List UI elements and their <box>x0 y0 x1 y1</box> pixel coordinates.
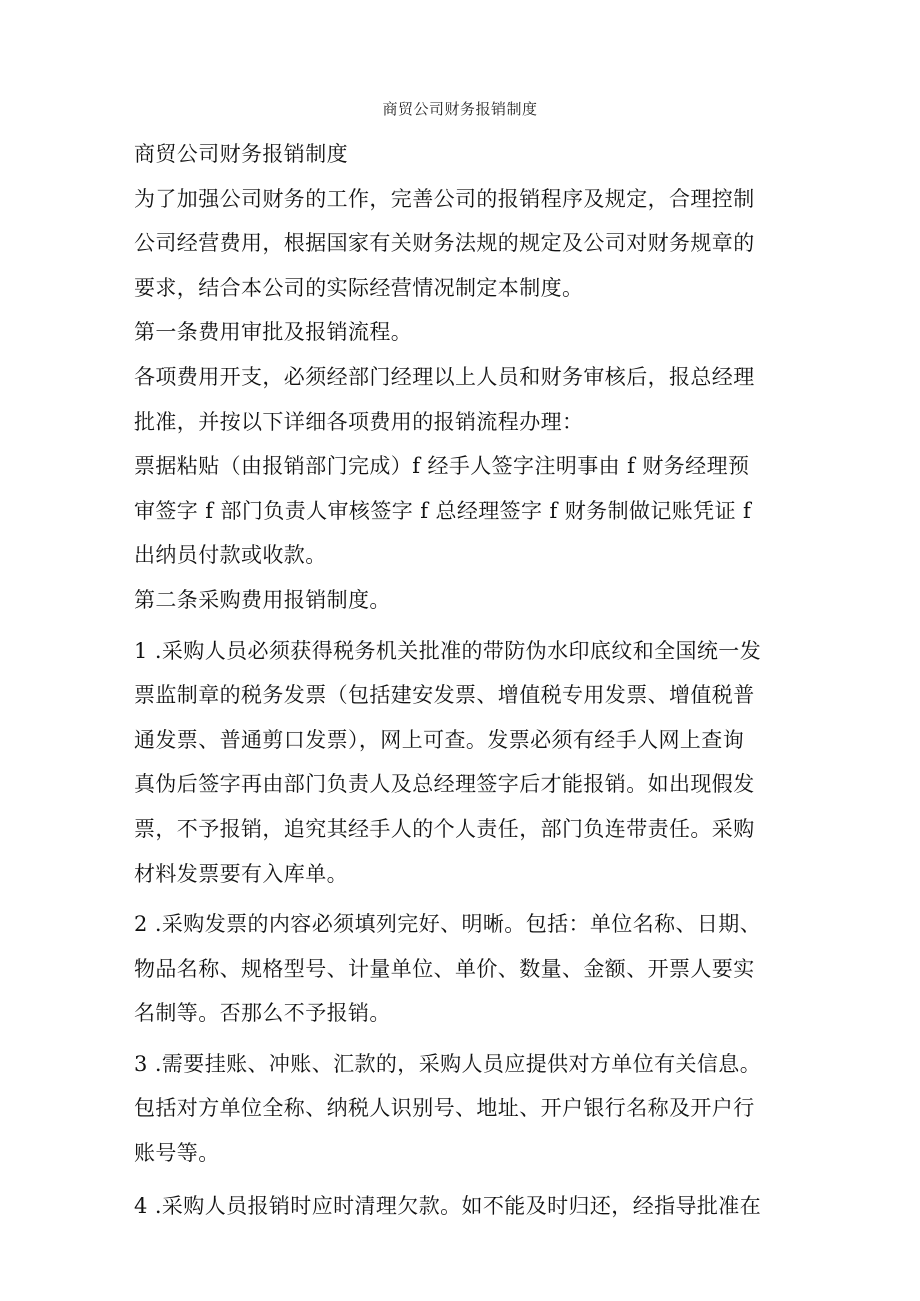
list-item-line: 物品名称、规格型号、计量单位、单价、数量、金额、开票人要实 <box>134 956 755 981</box>
list-item-line: 账号等。 <box>134 1141 220 1166</box>
list-item-line: 1 .采购人员必须获得税务机关批准的带防伪水印底纹和全国统一发 <box>134 638 762 663</box>
article-heading: 第二条采购费用报销制度。 <box>134 587 391 612</box>
paragraph-line: 要求，结合本公司的实际经营情况制定本制度。 <box>134 275 584 300</box>
paragraph-line: 公司经营费用，根据国家有关财务法规的规定及公司对财务规章的 <box>134 231 755 256</box>
paragraph-line: 批准，并按以下详细各项费用的报销流程办理： <box>134 409 584 434</box>
document-body <box>134 132 794 1228</box>
list-item-line: 票监制章的税务发票（包括建安发票、增值税专用发票、增值税普 <box>134 683 755 708</box>
article-heading: 第一条费用审批及报销流程。 <box>134 320 413 345</box>
list-item-line: 4 .采购人员报销时应时清理欠款。如不能及时归还，经指导批准在 <box>134 1193 762 1218</box>
list-item-line: 3 .需要挂账、冲账、汇款的，采购人员应提供对方单位有关信息。 <box>134 1051 762 1076</box>
paragraph-line: 各项费用开支，必须经部门经理以上人员和财务审核后，报总经理 <box>134 364 755 389</box>
paragraph-line: 为了加强公司财务的工作，完善公司的报销程序及规定，合理控制 <box>134 186 755 211</box>
document-title: 商贸公司财务报销制度 <box>134 142 348 166</box>
paragraph-line: 出纳员付款或收款。 <box>134 543 327 568</box>
list-item-line: 材料发票要有入库单。 <box>134 861 348 886</box>
list-item-line: 票，不予报销，追究其经手人的个人责任，部门负连带责任。采购 <box>134 816 755 841</box>
list-item-line: 通发票、普通剪口发票），网上可查。发票必须有经手人网上查询 <box>134 727 745 752</box>
running-header: 商贸公司财务报销制度 <box>382 100 538 118</box>
list-item-line: 名制等。否那么不予报销。 <box>134 1001 391 1026</box>
paragraph-line: 审签字 f 部门负责人审核签字 f 总经理签字 f 财务制做记账凭证 f <box>134 498 752 523</box>
list-item-line: 2 .采购发票的内容必须填列完好、明晰。包括：单位名称、日期、 <box>134 912 762 937</box>
list-item-line: 真伪后签字再由部门负责人及总经理签字后才能报销。如出现假发 <box>134 772 755 797</box>
list-item-line: 包括对方单位全称、纳税人识别号、地址、开户银行名称及开户行 <box>134 1096 755 1121</box>
paragraph-line: 票据粘贴（由报销部门完成）f 经手人签字注明事由 f 财务经理预 <box>134 454 750 479</box>
